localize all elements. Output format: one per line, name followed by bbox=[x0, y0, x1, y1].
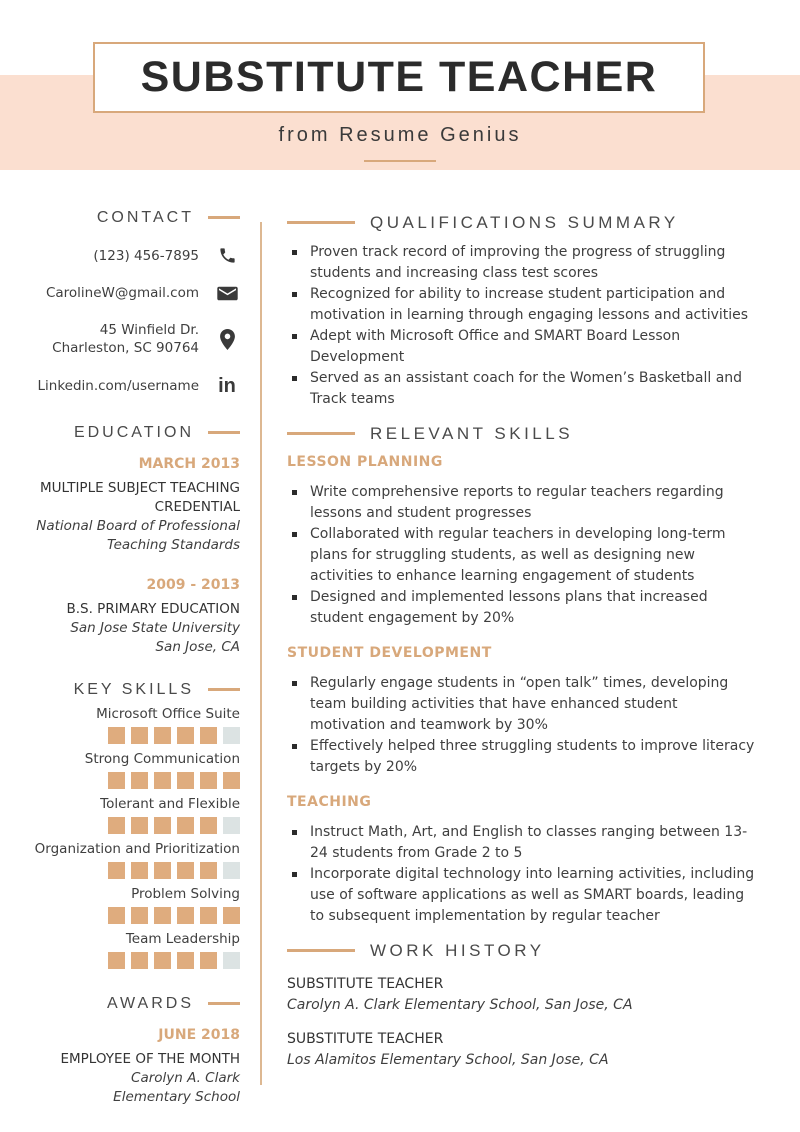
award-title: EMPLOYEE OF THE MONTH bbox=[60, 1051, 240, 1067]
skill-group-title: STUDENT DEVELOPMENT bbox=[287, 645, 492, 661]
skill-row bbox=[26, 706, 240, 744]
skill-row bbox=[26, 931, 240, 969]
bullet-item: Served as an assistant coach for the Women’s Basketball and Track teams bbox=[287, 368, 757, 410]
skill-row bbox=[26, 751, 240, 789]
skill-row bbox=[26, 796, 240, 834]
contact-heading-label: CONTACT bbox=[96, 209, 194, 226]
key-skills-heading bbox=[26, 680, 240, 699]
bullet-item: Write comprehensive reports to regular teachers regarding lessons and student progresses bbox=[287, 482, 757, 524]
work-title: SUBSTITUTE TEACHER bbox=[287, 976, 444, 992]
skill-square-filled bbox=[200, 772, 217, 789]
heading-dash bbox=[287, 432, 355, 435]
work-history-heading-label: WORK HISTORY bbox=[370, 941, 545, 960]
education-entry bbox=[26, 455, 240, 555]
bullet-item: Incorporate digital technology into learning activities, including use of software applications as well as SMART boards, leading to subsequent implementation by regular teacher bbox=[287, 864, 757, 927]
subtitle: from Resume Genius bbox=[278, 124, 522, 146]
work-entry bbox=[287, 974, 757, 1016]
bullet-item: Collaborated with regular teachers in developing long-term plans for struggling students, as well as designing new activities to enhance learning engagement of students bbox=[287, 524, 757, 587]
education-title: MULTIPLE SUBJECT TEACHING CREDENTIAL bbox=[40, 480, 240, 515]
skill-square-filled bbox=[154, 727, 171, 744]
skill-square-filled bbox=[200, 817, 217, 834]
skill-square-filled bbox=[108, 952, 125, 969]
contact-row-linkedin bbox=[26, 376, 240, 396]
subtitle-underline bbox=[364, 160, 436, 162]
skill-square-filled bbox=[154, 952, 171, 969]
skill-square-filled bbox=[177, 817, 194, 834]
education-subtitle: National Board of Professional Teaching Standards bbox=[36, 518, 240, 553]
skill-square-empty bbox=[223, 727, 240, 744]
bullet-item: Adept with Microsoft Office and SMART Board Lesson Development bbox=[287, 326, 757, 368]
linkedin-value: Linkedin.com/username bbox=[37, 378, 199, 394]
work-entry bbox=[287, 1029, 757, 1071]
awards-heading-label: AWARDS bbox=[106, 995, 194, 1012]
linkedin-icon: in bbox=[218, 375, 236, 397]
bullet-item: Proven track record of improving the progress of struggling students and increasing class test scores bbox=[287, 242, 757, 284]
skill-name: Organization and Prioritization bbox=[34, 841, 240, 857]
column-divider bbox=[260, 222, 262, 1085]
work-title: SUBSTITUTE TEACHER bbox=[287, 1031, 444, 1047]
skill-square-empty bbox=[223, 817, 240, 834]
skill-square-filled bbox=[223, 907, 240, 924]
email-icon bbox=[214, 285, 240, 302]
skill-row bbox=[26, 841, 240, 879]
heading-dash bbox=[208, 216, 240, 219]
education-heading-label: EDUCATION bbox=[73, 424, 194, 441]
heading-dash bbox=[208, 688, 240, 691]
lesson-planning-list bbox=[287, 482, 757, 629]
skill-square-filled bbox=[108, 862, 125, 879]
education-date: MARCH 2013 bbox=[138, 456, 240, 472]
education-title: B.S. PRIMARY EDUCATION bbox=[66, 601, 240, 617]
relevant-skills-heading-label: RELEVANT SKILLS bbox=[370, 424, 574, 443]
contact-heading bbox=[26, 208, 240, 227]
email-value: CarolineW@gmail.com bbox=[45, 285, 199, 301]
education-date: 2009 - 2013 bbox=[146, 577, 240, 593]
skill-square-empty bbox=[223, 952, 240, 969]
skill-square-filled bbox=[177, 772, 194, 789]
skill-name: Microsoft Office Suite bbox=[96, 706, 240, 722]
page-title: SUBSTITUTE TEACHER bbox=[140, 53, 658, 101]
skill-square-filled bbox=[154, 862, 171, 879]
phone-value: (123) 456-7895 bbox=[93, 247, 199, 264]
work-subtitle: Los Alamitos Elementary School, San Jose, CA bbox=[287, 1052, 609, 1068]
skill-name: Team Leadership bbox=[125, 931, 240, 947]
heading-dash bbox=[287, 949, 355, 952]
awards-heading bbox=[26, 994, 240, 1013]
title-box bbox=[93, 42, 705, 113]
skill-square-filled bbox=[108, 727, 125, 744]
award-subtitle: Carolyn A. Clark Elementary School bbox=[113, 1070, 240, 1105]
qualifications-heading-label: QUALIFICATIONS SUMMARY bbox=[370, 213, 679, 232]
skill-square-filled bbox=[131, 862, 148, 879]
location-icon bbox=[214, 329, 240, 350]
qualifications-list bbox=[287, 242, 757, 410]
skill-square-filled bbox=[177, 952, 194, 969]
sidebar bbox=[26, 208, 240, 1107]
skill-rating bbox=[26, 727, 240, 744]
skill-rating bbox=[26, 772, 240, 789]
main-content bbox=[287, 212, 757, 1071]
heading-dash bbox=[208, 431, 240, 434]
relevant-skills-heading bbox=[287, 423, 757, 444]
skill-square-filled bbox=[108, 907, 125, 924]
skill-rating bbox=[26, 952, 240, 969]
skill-row bbox=[26, 886, 240, 924]
heading-dash bbox=[287, 221, 355, 224]
bullet-item: Effectively helped three struggling students to improve literacy targets by 20% bbox=[287, 736, 757, 778]
skill-square-filled bbox=[177, 727, 194, 744]
skill-group-title: LESSON PLANNING bbox=[287, 454, 443, 470]
skill-square-filled bbox=[131, 817, 148, 834]
education-entry bbox=[26, 576, 240, 657]
skill-rating bbox=[26, 907, 240, 924]
skill-square-filled bbox=[154, 817, 171, 834]
skill-square-filled bbox=[200, 727, 217, 744]
skill-square-filled bbox=[200, 907, 217, 924]
skill-rating bbox=[26, 862, 240, 879]
contact-row-phone bbox=[26, 246, 240, 265]
skill-square-filled bbox=[131, 952, 148, 969]
skill-name: Strong Communication bbox=[84, 751, 240, 767]
education-subtitle: San Jose State University San Jose, CA bbox=[70, 620, 240, 655]
skill-square-filled bbox=[131, 907, 148, 924]
award-entry bbox=[26, 1026, 240, 1107]
skill-group-title: TEACHING bbox=[287, 794, 372, 810]
skill-square-filled bbox=[154, 907, 171, 924]
skill-square-filled bbox=[223, 772, 240, 789]
phone-icon bbox=[214, 246, 240, 265]
skill-square-filled bbox=[200, 952, 217, 969]
heading-dash bbox=[208, 1002, 240, 1005]
skill-square-empty bbox=[223, 862, 240, 879]
qualifications-heading bbox=[287, 212, 757, 233]
bullet-item: Designed and implemented lessons plans that increased student engagement by 20% bbox=[287, 587, 757, 629]
student-development-list bbox=[287, 673, 757, 778]
work-history-heading bbox=[287, 940, 757, 961]
work-subtitle: Carolyn A. Clark Elementary School, San Jose, CA bbox=[287, 997, 633, 1013]
teaching-list bbox=[287, 822, 757, 927]
skill-square-filled bbox=[154, 772, 171, 789]
address-value: 45 Winfield Dr. Charleston, SC 90764 bbox=[52, 322, 199, 356]
bullet-item: Regularly engage students in “open talk” times, developing team building activities that have enhanced student motivation and teamwork by 30% bbox=[287, 673, 757, 736]
bullet-item: Instruct Math, Art, and English to classes ranging between 13-24 students from Grade 2 to 5 bbox=[287, 822, 757, 864]
education-heading bbox=[26, 423, 240, 442]
contact-row-email bbox=[26, 284, 240, 302]
skill-name: Tolerant and Flexible bbox=[100, 796, 240, 812]
skill-square-filled bbox=[131, 727, 148, 744]
skill-square-filled bbox=[131, 772, 148, 789]
bullet-item: Recognized for ability to increase student participation and motivation in learning through engaging lessons and activities bbox=[287, 284, 757, 326]
skill-square-filled bbox=[108, 772, 125, 789]
skill-name: Problem Solving bbox=[131, 886, 240, 902]
skill-square-filled bbox=[108, 817, 125, 834]
award-date: JUNE 2018 bbox=[158, 1027, 240, 1043]
skill-rating bbox=[26, 817, 240, 834]
skill-square-filled bbox=[177, 907, 194, 924]
key-skills-heading-label: KEY SKILLS bbox=[73, 681, 194, 698]
contact-row-address bbox=[26, 321, 240, 357]
skill-square-filled bbox=[177, 862, 194, 879]
skill-square-filled bbox=[200, 862, 217, 879]
